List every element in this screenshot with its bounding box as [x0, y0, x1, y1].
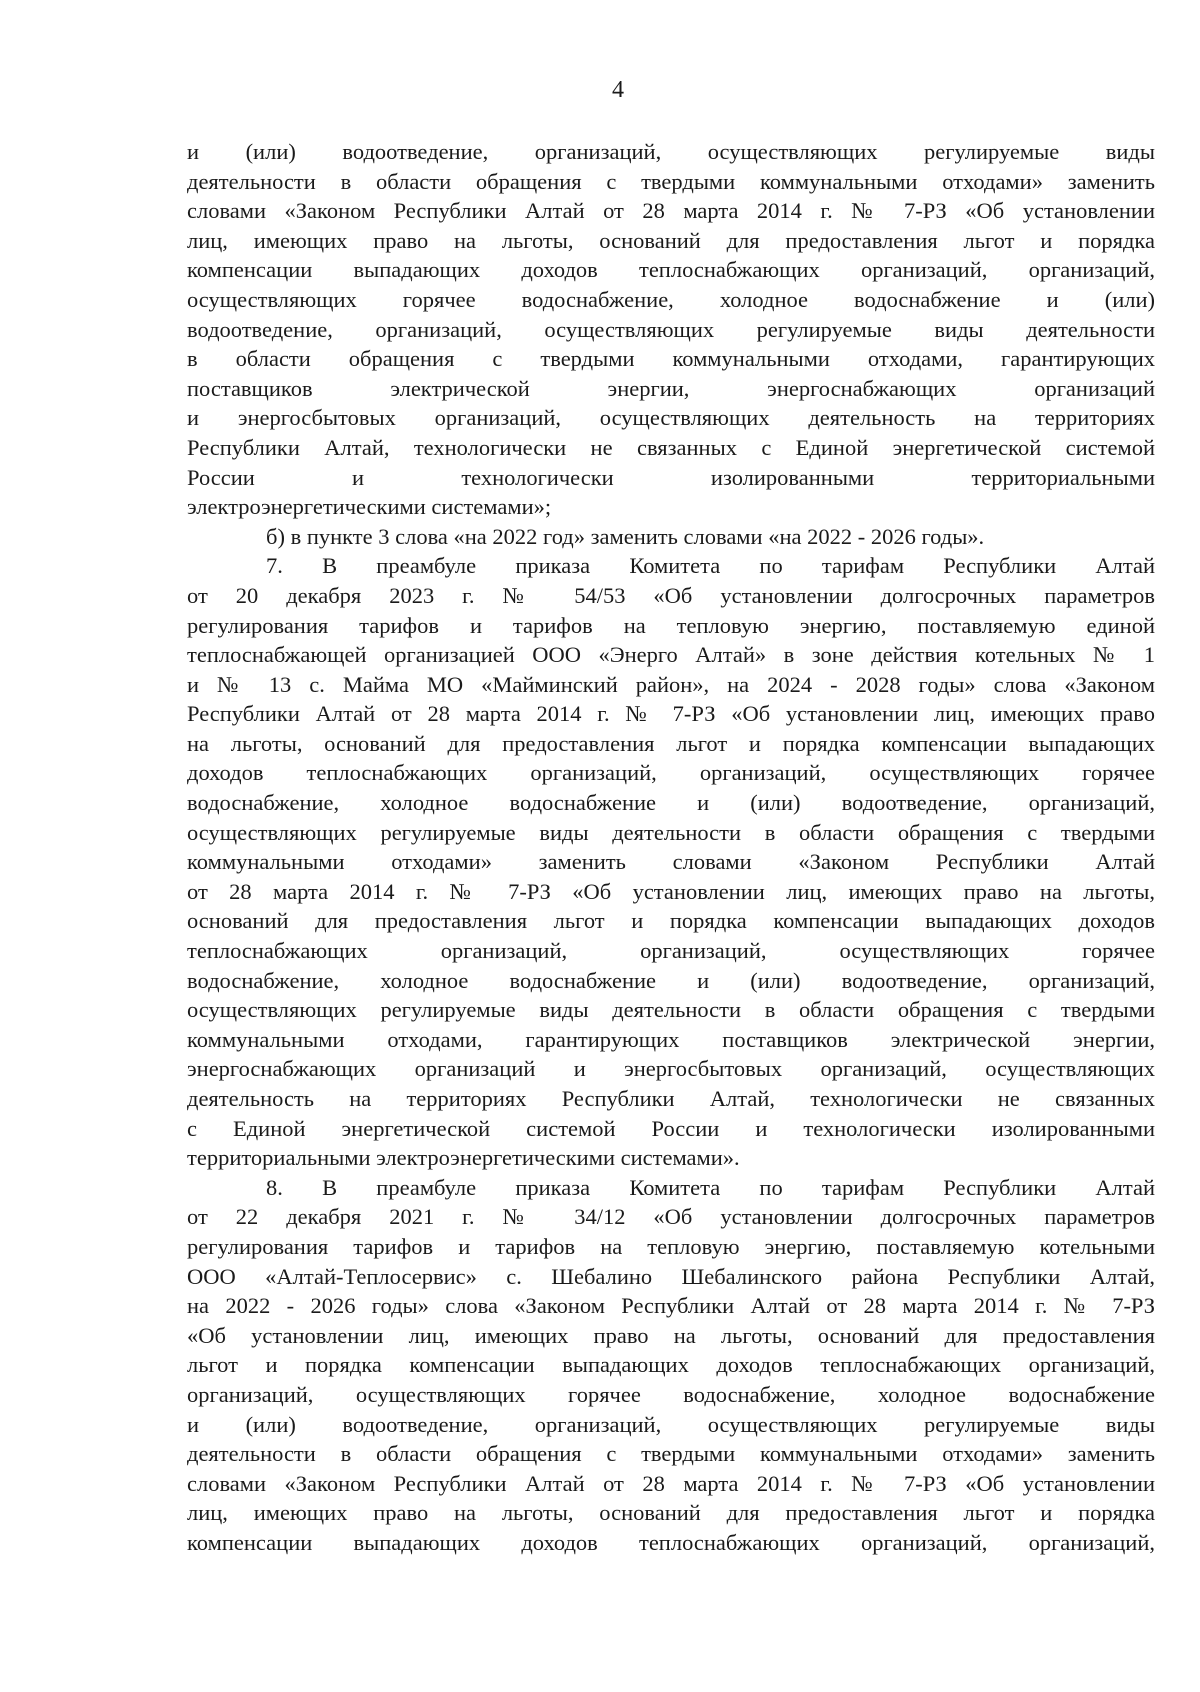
text-line: регулирования тарифов и тарифов на тепловую энергию, поставляемую котельными [187, 1233, 1155, 1259]
text-line: ООО «Алтай-Теплосервис» с. Шебалино Шебалинского района Республики Алтай, [187, 1263, 1155, 1289]
page-number: 4 [612, 77, 624, 103]
text-line: водоснабжение, холодное водоснабжение и (или) водоотведение, организаций, [187, 967, 1155, 993]
text-line: деятельности в области обращения с твердыми коммунальными отходами» заменить [187, 1441, 1155, 1467]
text-line: теплоснабжающих организаций, организаций, осуществляющих горячее [187, 938, 1155, 964]
text-line: льгот и порядка компенсации выпадающих доходов теплоснабжающих организаций, [187, 1352, 1155, 1378]
text-line: в области обращения с твердыми коммунальными отходами, гарантирующих [187, 346, 1155, 372]
text-line: осуществляющих регулируемые виды деятельности в области обращения с твердыми [187, 819, 1155, 845]
text-line: России и технологически изолированными территориальными [187, 464, 1155, 490]
text-line: лиц, имеющих право на льготы, оснований для предоставления льгот и порядка [187, 1500, 1155, 1526]
text-line: осуществляющих регулируемые виды деятельности в области обращения с твердыми [187, 997, 1155, 1023]
text-line: компенсации выпадающих доходов теплоснабжающих организаций, организаций, [187, 1529, 1155, 1555]
text-line: от 20 декабря 2023 г. № 54/53 «Об установлении долгосрочных параметров [187, 582, 1155, 608]
text-line: от 22 декабря 2021 г. № 34/12 «Об установлении долгосрочных параметров [187, 1204, 1155, 1230]
text-line: энергоснабжающих организаций и энергосбытовых организаций, осуществляющих [187, 1056, 1155, 1082]
document-body [187, 137, 1155, 1558]
text-line: регулирования тарифов и тарифов на тепловую энергию, поставляемую единой [187, 612, 1155, 638]
text-line: 7. В преамбуле приказа Комитета по тарифам Республики Алтай [266, 553, 1155, 579]
text-line: доходов теплоснабжающих организаций, организаций, осуществляющих горячее [187, 760, 1155, 786]
text-line: территориальными электроэнергетическими системами». [187, 1145, 740, 1171]
text-line: водоотведение, организаций, осуществляющих регулируемые виды деятельности [187, 316, 1155, 342]
text-line: Республики Алтай от 28 марта 2014 г. № 7-РЗ «Об установлении лиц, имеющих право [187, 701, 1155, 727]
text-line: компенсации выпадающих доходов теплоснабжающих организаций, организаций, [187, 257, 1155, 283]
text-line: электроэнергетическими системами»; [187, 494, 552, 520]
text-line: оснований для предоставления льгот и порядка компенсации выпадающих доходов [187, 908, 1155, 934]
text-line: б) в пункте 3 слова «на 2022 год» заменить словами «на 2022 - 2026 годы». [266, 523, 985, 549]
text-line: 8. В преамбуле приказа Комитета по тарифам Республики Алтай [266, 1174, 1155, 1200]
text-line: и энергосбытовых организаций, осуществляющих деятельность на территориях [187, 405, 1155, 431]
text-line: на 2022 - 2026 годы» слова «Законом Республики Алтай от 28 марта 2014 г. № 7-РЗ [187, 1293, 1155, 1319]
text-line: и (или) водоотведение, организаций, осуществляющих регулируемые виды [187, 139, 1155, 164]
text-line: с Единой энергетической системой России и технологически изолированными [187, 1115, 1155, 1141]
text-line: поставщиков электрической энергии, энергоснабжающих организаций [187, 375, 1155, 401]
text-line: от 28 марта 2014 г. № 7-РЗ «Об установлении лиц, имеющих право на льготы, [187, 878, 1155, 904]
text-line: коммунальными отходами, гарантирующих поставщиков электрической энергии, [187, 1026, 1155, 1052]
text-line: организаций, осуществляющих горячее водоснабжение, холодное водоснабжение [187, 1381, 1155, 1407]
text-line: и № 13 с. Майма МО «Майминский район», на 2024 - 2028 годы» слова «Законом [187, 671, 1155, 697]
text-line: на льготы, оснований для предоставления льгот и порядка компенсации выпадающих [187, 730, 1155, 756]
text-line: Республики Алтай, технологически не связанных с Единой энергетической системой [187, 434, 1155, 460]
text-line: лиц, имеющих право на льготы, оснований для предоставления льгот и порядка [187, 227, 1155, 253]
text-line: деятельности в области обращения с твердыми коммунальными отходами» заменить [187, 168, 1155, 194]
text-line: и (или) водоотведение, организаций, осуществляющих регулируемые виды [187, 1411, 1155, 1437]
text-line: водоснабжение, холодное водоснабжение и (или) водоотведение, организаций, [187, 790, 1155, 816]
text-line: «Об установлении лиц, имеющих право на льготы, оснований для предоставления [187, 1322, 1155, 1348]
text-line: словами «Законом Республики Алтай от 28 марта 2014 г. № 7-РЗ «Об установлении [187, 1470, 1155, 1496]
text-line: теплоснабжающей организацией ООО «Энерго Алтай» в зоне действия котельных № 1 [187, 642, 1155, 668]
text-line: осуществляющих горячее водоснабжение, холодное водоснабжение и (или) [187, 286, 1155, 312]
text-line: деятельность на территориях Республики Алтай, технологически не связанных [187, 1086, 1155, 1111]
text-line: коммунальными отходами» заменить словами «Законом Республики Алтай [187, 849, 1155, 875]
text-line: словами «Законом Республики Алтай от 28 марта 2014 г. № 7-РЗ «Об установлении [187, 198, 1155, 224]
